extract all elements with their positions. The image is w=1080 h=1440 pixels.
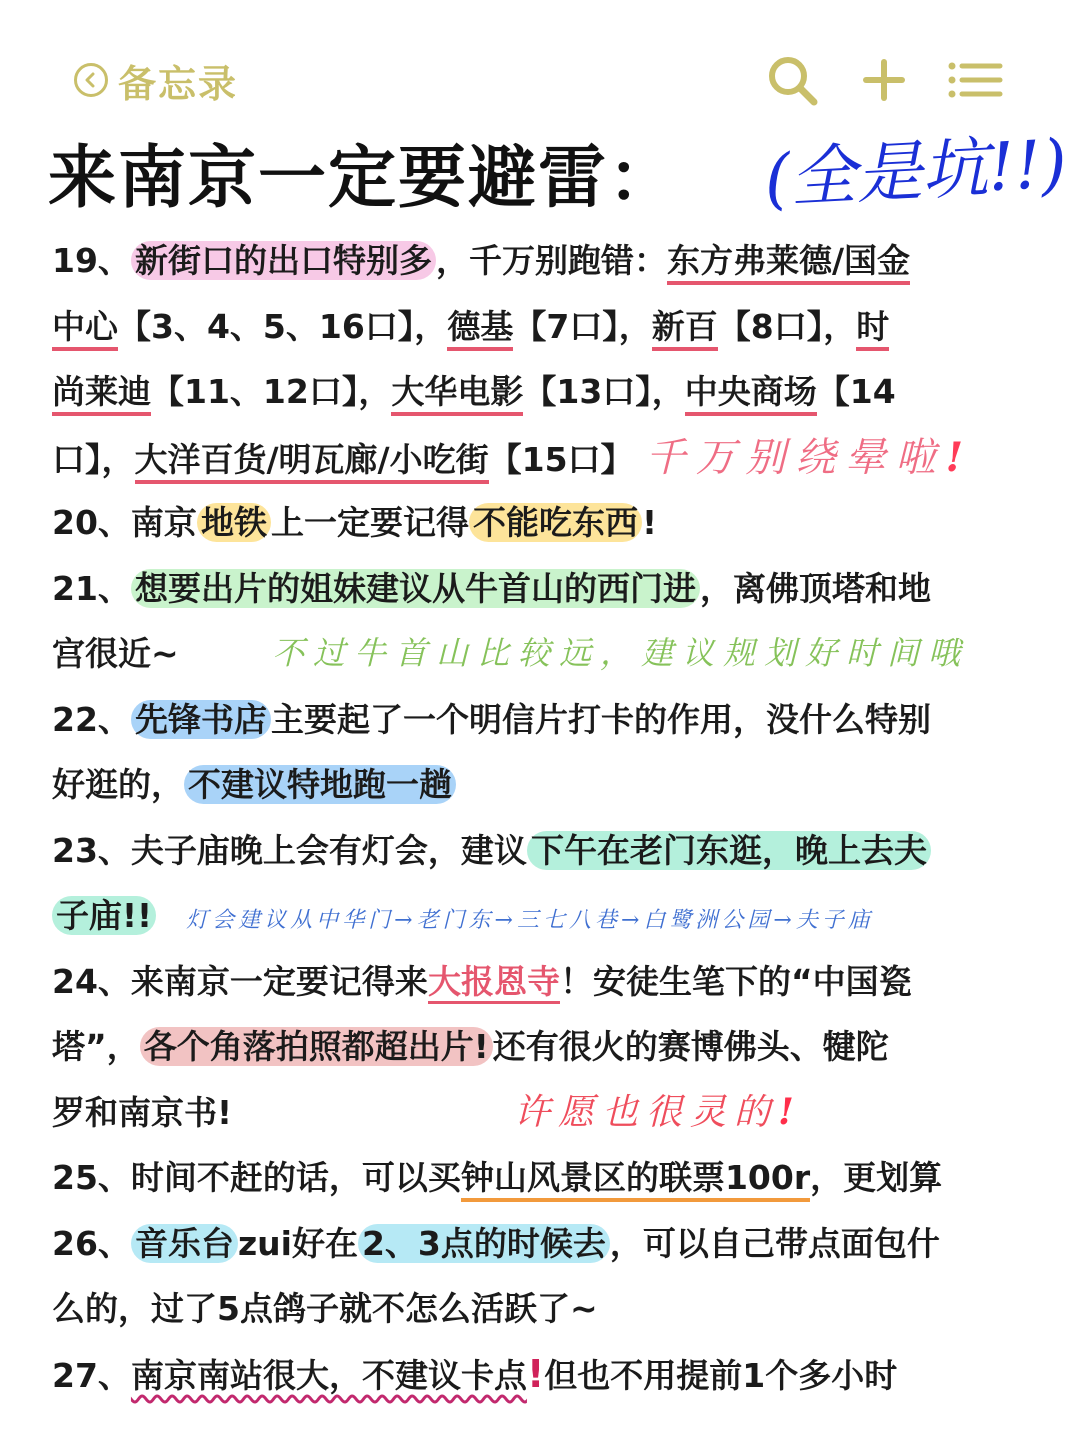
item-23-line-1: 23、夫子庙晚上会有灯会，建议 下午在老门东逛，晚上去夫 bbox=[52, 818, 1032, 884]
highlight: 子庙!! bbox=[52, 896, 156, 935]
wavy-underline: 南京南站很大，不建议卡点 bbox=[130, 1355, 527, 1395]
title-main: 来南京一定要避雷： bbox=[48, 139, 679, 218]
highlight-red-text: 大报恩寺 bbox=[428, 962, 560, 1004]
item-24-line-3: 罗和南京书! 许愿也很灵的! bbox=[52, 1080, 1032, 1146]
search-icon bbox=[764, 52, 824, 108]
highlight: 先锋书店 bbox=[131, 700, 271, 739]
note-body[interactable] bbox=[52, 228, 1032, 1407]
item-19-line-3: 尚莱迪【11、12口】，大华电影【13口】，中央商场【14 bbox=[52, 359, 1032, 425]
item-26-line-1: 26、 音乐台 zui好在 2、3点的时候去 ，可以自己带点面包什 bbox=[52, 1223, 940, 1263]
item-22-line-1: 22、 先锋书店 主要起了一个明信片打卡的作用，没什么特别 bbox=[52, 699, 931, 739]
item-23-line-2 bbox=[52, 883, 1032, 949]
highlight: 新街口的出口特别多 bbox=[131, 241, 436, 280]
underline: 中央商场 bbox=[685, 372, 817, 416]
underline: 中心 bbox=[52, 307, 118, 351]
exclamation-mark: ! bbox=[526, 1351, 545, 1396]
handwritten-note: 许愿也很灵的! bbox=[514, 1090, 802, 1133]
item-22-line-2: 好逛的， 不建议特地跑一趟 bbox=[52, 752, 1032, 818]
underline: 新百 bbox=[652, 307, 718, 351]
highlight: 想要出片的姐妹建议从牛首山的西门进 bbox=[131, 569, 700, 608]
chevron-left-icon bbox=[74, 63, 108, 97]
underline: 大华电影 bbox=[391, 372, 523, 416]
page-title bbox=[48, 118, 1069, 218]
underline: 东方弗莱德/国金 bbox=[667, 241, 910, 285]
item-20: 20、南京 地铁 上一定要记得 不能吃东西 ! bbox=[52, 503, 657, 542]
add-button[interactable] bbox=[854, 52, 914, 108]
item-19-line-2: 中心【3、4、5、16口】，德基【7口】，新百【8口】，时 bbox=[52, 294, 1032, 360]
highlight: 不建议特地跑一趟 bbox=[184, 765, 456, 804]
plus-icon bbox=[854, 52, 914, 108]
highlight: 各个角落拍照都超出片! bbox=[140, 1027, 493, 1066]
handwritten-note: 千万别绕晕啦! bbox=[645, 433, 974, 481]
highlight: 音乐台 bbox=[131, 1224, 238, 1263]
underline: 钟山风景区的联票100r bbox=[461, 1158, 810, 1202]
search-button[interactable] bbox=[764, 52, 824, 108]
back-label: 备忘录 bbox=[118, 61, 239, 106]
underline: 尚莱迪 bbox=[52, 372, 151, 416]
handwritten-note: 灯会建议从中华门→老门东→三七八巷→白鹭洲公园→夫子庙 bbox=[186, 908, 874, 933]
highlight: 不能吃东西 bbox=[469, 503, 642, 542]
item-21-line-2: 宫很近~ 不过牛首山比较远，建议规划好时间哦 bbox=[52, 621, 1032, 687]
list-icon bbox=[944, 52, 1004, 108]
handwritten-note: 不过牛首山比较远，建议规划好时间哦 bbox=[272, 634, 970, 672]
item-19-line-4: 口】，大洋百货/明瓦廊/小吃街【15口】 千万别绕晕啦! bbox=[52, 425, 1032, 491]
underline: 大洋百货/明瓦廊/小吃街 bbox=[135, 440, 489, 484]
highlight: 地铁 bbox=[197, 503, 271, 542]
underline: 时 bbox=[856, 307, 889, 351]
highlight: 下午在老门东逛，晚上去夫 bbox=[527, 831, 931, 870]
item-25: 25、时间不赶的话，可以买钟山风景区的联票100r，更划算 bbox=[52, 1145, 1032, 1211]
item-19-line-1: 19、 新街口的出口特别多 ，千万别跑错：东方弗莱德/国金 bbox=[52, 228, 1032, 294]
underline: 德基 bbox=[447, 307, 513, 351]
item-24-line-2: 塔”， 各个角落拍照都超出片! 还有很火的赛博佛头、犍陀 bbox=[52, 1027, 889, 1066]
item-26-line-2: 么的，过了5点鸽子就不怎么活跃了~ bbox=[52, 1289, 598, 1328]
back-button[interactable] bbox=[74, 56, 238, 104]
item-24-line-1: 24、来南京一定要记得来大报恩寺！安徒生笔下的“中国瓷 bbox=[52, 949, 1032, 1015]
top-bar bbox=[0, 0, 1080, 130]
title-handwritten: (全是坑!!) bbox=[762, 125, 1069, 218]
highlight: 2、3点的时候去 bbox=[358, 1224, 610, 1263]
item-27: 27、南京南站很大，不建议卡点!但也不用提前1个多小时 bbox=[52, 1351, 898, 1396]
menu-button[interactable] bbox=[944, 52, 1004, 108]
item-21-line-1: 21、 想要出片的姐妹建议从牛首山的西门进 ，离佛顶塔和地 bbox=[52, 568, 931, 608]
